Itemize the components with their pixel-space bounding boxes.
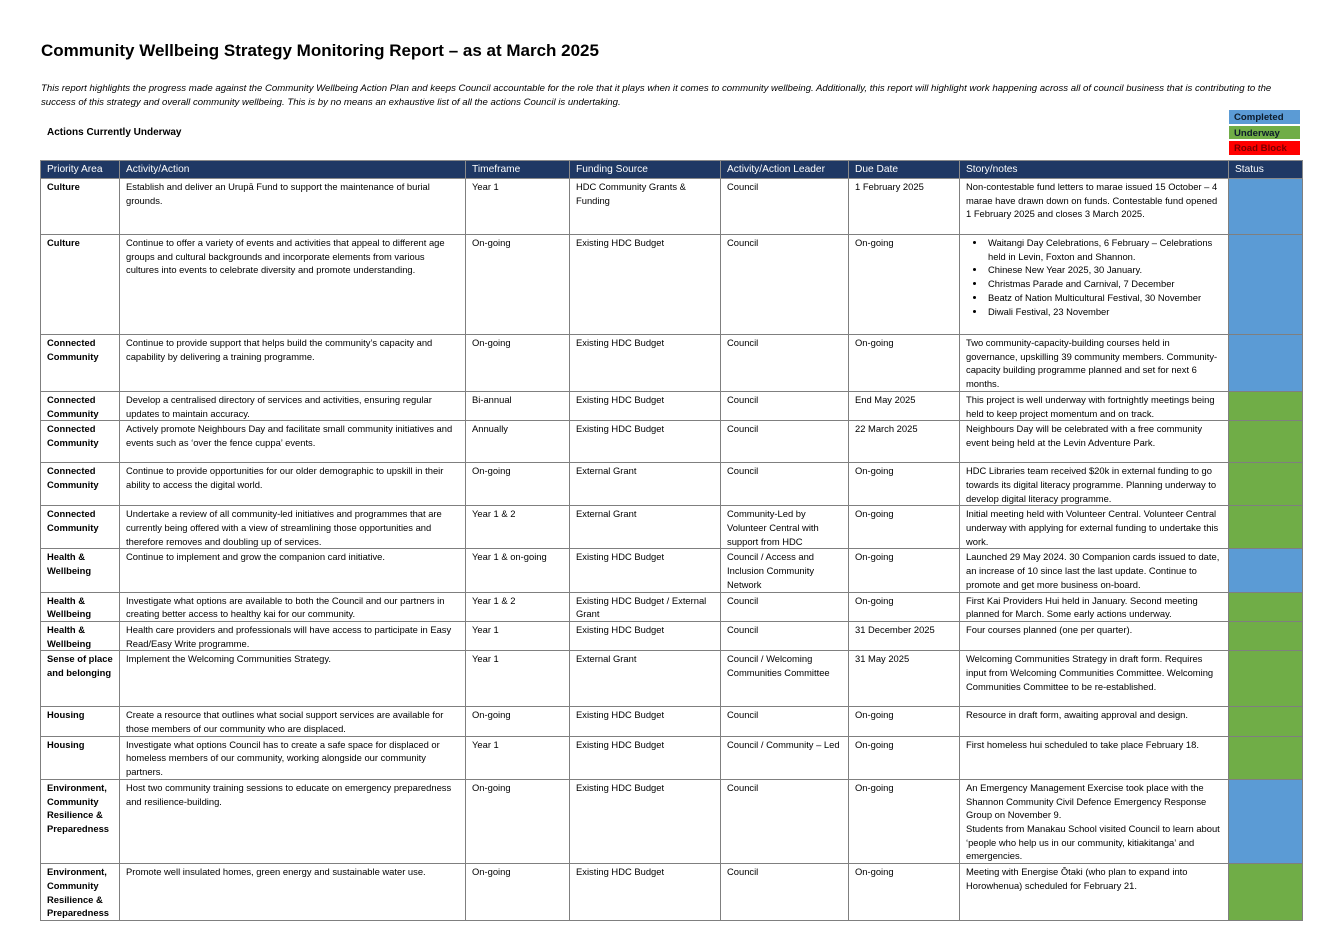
cell-story: First Kai Providers Hui held in January. Second meeting planned for March. Some early actions underway. — [960, 592, 1229, 621]
cell-funding: Existing HDC Budget — [570, 421, 721, 463]
cell-activity: Promote well insulated homes, green energy and sustainable water use. — [120, 864, 466, 921]
cell-leader: Council — [721, 421, 849, 463]
cell-due-date: On-going — [849, 864, 960, 921]
status-cell-completed — [1229, 235, 1303, 335]
table-row — [41, 651, 1303, 707]
cell-leader: Council — [721, 864, 849, 921]
cell-activity: Implement the Welcoming Communities Strategy. — [120, 651, 466, 707]
table-row — [41, 707, 1303, 736]
status-cell-underway — [1229, 391, 1303, 420]
cell-timeframe: On-going — [466, 235, 570, 335]
table-row — [41, 549, 1303, 592]
actions-table — [40, 160, 1303, 921]
cell-story — [960, 235, 1229, 335]
cell-priority-area: Culture — [41, 235, 120, 335]
story-bullet-item: • Christmas Parade and Carnival, 7 December — [986, 277, 1222, 291]
table-row — [41, 736, 1303, 779]
cell-activity: Host two community training sessions to educate on emergency preparedness and resilience-building. — [120, 779, 466, 863]
cell-funding: External Grant — [570, 651, 721, 707]
cell-leader: Council — [721, 391, 849, 420]
cell-priority-area: Connected Community — [41, 391, 120, 420]
cell-priority-area: Sense of place and belonging — [41, 651, 120, 707]
cell-leader: Council — [721, 335, 849, 392]
cell-timeframe: Year 1 & 2 — [466, 592, 570, 621]
cell-story: HDC Libraries team received $20k in external funding to go towards its digital literacy programme. Planning underway to develop digital literacy programme. — [960, 463, 1229, 506]
legend-underway: Underway — [1228, 125, 1301, 141]
cell-leader: Council — [721, 707, 849, 736]
cell-funding: External Grant — [570, 506, 721, 549]
status-legend — [1228, 109, 1301, 156]
cell-story: Two community-capacity-building courses held in governance, upskilling 39 community members. Community-capacity building programme planned and set for next 6 months. — [960, 335, 1229, 392]
report-title: Community Wellbeing Strategy Monitoring Report – as at March 2025 — [41, 41, 599, 60]
cell-due-date: 31 December 2025 — [849, 621, 960, 650]
section-heading: Actions Currently Underway — [47, 127, 182, 138]
col-header-story: Story/notes — [960, 161, 1229, 179]
cell-priority-area: Housing — [41, 736, 120, 779]
cell-funding: Existing HDC Budget — [570, 335, 721, 392]
table-row — [41, 235, 1303, 335]
cell-timeframe: Annually — [466, 421, 570, 463]
cell-activity: Establish and deliver an Urupā Fund to support the maintenance of burial grounds. — [120, 179, 466, 235]
cell-timeframe: Year 1 & 2 — [466, 506, 570, 549]
story-text: An Emergency Management Exercise took place with the Shannon Community Civil Defence Emergency Response Group on November 9. — [966, 781, 1207, 821]
cell-activity: Continue to provide opportunities for our older demographic to upskill in their ability to access the digital world. — [120, 463, 466, 506]
cell-funding: Existing HDC Budget — [570, 779, 721, 863]
cell-funding: Existing HDC Budget — [570, 391, 721, 420]
cell-story: Welcoming Communities Strategy in draft form. Requires input from Welcoming Communities Committee. Welcoming Communities Committee to be re-established. — [960, 651, 1229, 707]
cell-leader: Council / Access and Inclusion Community Network — [721, 549, 849, 592]
cell-priority-area: Housing — [41, 707, 120, 736]
cell-funding: Existing HDC Budget — [570, 864, 721, 921]
cell-funding: Existing HDC Budget / External Grant — [570, 592, 721, 621]
cell-activity: Create a resource that outlines what social support services are available for those members of our community who are displaced. — [120, 707, 466, 736]
table-row — [41, 463, 1303, 506]
cell-due-date: On-going — [849, 736, 960, 779]
status-cell-underway — [1229, 736, 1303, 779]
story-bullet-list — [966, 236, 1222, 318]
cell-activity: Undertake a review of all community-led initiatives and programmes that are currently being offered with a view of streamlining those opportunities and therefore removes and doubling up of services. — [120, 506, 466, 549]
story-bullet-item: • Waitangi Day Celebrations, 6 February – Celebrations held in Levin, Foxton and Shannon. — [986, 236, 1222, 263]
cell-activity: Investigate what options are available to both the Council and our partners in creating better access to healthy kai for our community. — [120, 592, 466, 621]
cell-timeframe: On-going — [466, 779, 570, 863]
table-row — [41, 779, 1303, 863]
cell-priority-area: Environment, Community Resilience & Preparedness — [41, 864, 120, 921]
status-cell-completed — [1229, 335, 1303, 392]
cell-funding: Existing HDC Budget — [570, 707, 721, 736]
cell-leader: Council / Community – Led — [721, 736, 849, 779]
cell-timeframe: Year 1 — [466, 621, 570, 650]
table-row — [41, 391, 1303, 420]
status-cell-underway — [1229, 421, 1303, 463]
status-cell-underway — [1229, 592, 1303, 621]
cell-due-date: On-going — [849, 463, 960, 506]
cell-due-date: On-going — [849, 549, 960, 592]
status-cell-underway — [1229, 651, 1303, 707]
status-cell-completed — [1229, 179, 1303, 235]
table-row — [41, 592, 1303, 621]
cell-story: This project is well underway with fortnightly meetings being held to keep project momentum and on track. — [960, 391, 1229, 420]
cell-timeframe: Year 1 & on-going — [466, 549, 570, 592]
cell-priority-area: Culture — [41, 179, 120, 235]
story-bullet-item: • Chinese New Year 2025, 30 January. — [986, 263, 1222, 277]
col-header-priority-area: Priority Area — [41, 161, 120, 179]
legend-completed: Completed — [1228, 109, 1301, 125]
cell-due-date: On-going — [849, 235, 960, 335]
table-row — [41, 864, 1303, 921]
table-row — [41, 179, 1303, 235]
cell-timeframe: Bi-annual — [466, 391, 570, 420]
cell-story: Neighbours Day will be celebrated with a free community event being held at the Levin Adventure Park. — [960, 421, 1229, 463]
cell-timeframe: On-going — [466, 864, 570, 921]
cell-funding: Existing HDC Budget — [570, 621, 721, 650]
cell-priority-area: Health & Wellbeing — [41, 592, 120, 621]
cell-priority-area: Connected Community — [41, 421, 120, 463]
col-header-funding: Funding Source — [570, 161, 721, 179]
status-cell-underway — [1229, 463, 1303, 506]
cell-timeframe: On-going — [466, 335, 570, 392]
cell-due-date: 1 February 2025 — [849, 179, 960, 235]
cell-due-date: End May 2025 — [849, 391, 960, 420]
cell-leader: Council — [721, 779, 849, 863]
cell-priority-area: Health & Wellbeing — [41, 621, 120, 650]
cell-priority-area: Connected Community — [41, 506, 120, 549]
status-cell-completed — [1229, 549, 1303, 592]
cell-activity: Investigate what options Council has to create a safe space for displaced or homeless members of our community, working alongside our community partners. — [120, 736, 466, 779]
status-cell-underway — [1229, 864, 1303, 921]
status-cell-underway — [1229, 621, 1303, 650]
cell-timeframe: Year 1 — [466, 736, 570, 779]
table-row — [41, 621, 1303, 650]
cell-leader: Council — [721, 463, 849, 506]
cell-activity: Continue to implement and grow the companion card initiative. — [120, 549, 466, 592]
cell-funding: HDC Community Grants & Funding — [570, 179, 721, 235]
col-header-status: Status — [1229, 161, 1303, 179]
table-row — [41, 335, 1303, 392]
cell-leader: Council — [721, 235, 849, 335]
cell-due-date: 22 March 2025 — [849, 421, 960, 463]
cell-priority-area: Connected Community — [41, 335, 120, 392]
cell-timeframe: Year 1 — [466, 179, 570, 235]
cell-due-date: On-going — [849, 506, 960, 549]
cell-priority-area: Connected Community — [41, 463, 120, 506]
status-cell-underway — [1229, 506, 1303, 549]
cell-leader: Council — [721, 179, 849, 235]
col-header-leader: Activity/Action Leader — [721, 161, 849, 179]
cell-activity: Continue to offer a variety of events and activities that appeal to different age groups and cultural backgrounds and incorporate elements from various cultures into events to celebrate diversity and promote understanding. — [120, 235, 466, 335]
story-text-extra: Students from Manakau School visited Council to learn about ‘people who help us in our community, kitiakitanga’ and emergencies. — [966, 822, 1220, 862]
cell-story: First homeless hui scheduled to take place February 18. — [960, 736, 1229, 779]
table-header-row — [41, 161, 1303, 179]
story-bullet-item: • Diwali Festival, 23 November — [986, 305, 1222, 319]
table-row — [41, 506, 1303, 549]
cell-timeframe: On-going — [466, 707, 570, 736]
cell-activity: Actively promote Neighbours Day and facilitate small community initiatives and events such as ‘over the fence cuppa’ events. — [120, 421, 466, 463]
legend-road-block: Road Block — [1228, 140, 1301, 156]
cell-leader: Council — [721, 592, 849, 621]
cell-due-date: 31 May 2025 — [849, 651, 960, 707]
cell-funding: Existing HDC Budget — [570, 736, 721, 779]
story-bullet-item: • Beatz of Nation Multicultural Festival, 30 November — [986, 291, 1222, 305]
cell-due-date: On-going — [849, 707, 960, 736]
cell-timeframe: Year 1 — [466, 651, 570, 707]
cell-due-date: On-going — [849, 335, 960, 392]
status-cell-completed — [1229, 779, 1303, 863]
cell-story: Resource in draft form, awaiting approval and design. — [960, 707, 1229, 736]
cell-story: Initial meeting held with Volunteer Central. Volunteer Central underway with applying for external funding to undertake this work. — [960, 506, 1229, 549]
cell-funding: Existing HDC Budget — [570, 235, 721, 335]
cell-story: Meeting with Energise Ōtaki (who plan to expand into Horowhenua) scheduled for February 21. — [960, 864, 1229, 921]
cell-priority-area: Environment, Community Resilience & Preparedness — [41, 779, 120, 863]
cell-leader: Community-Led by Volunteer Central with support from HDC — [721, 506, 849, 549]
cell-leader: Council — [721, 621, 849, 650]
cell-funding: External Grant — [570, 463, 721, 506]
cell-funding: Existing HDC Budget — [570, 549, 721, 592]
cell-activity: Develop a centralised directory of services and activities, ensuring regular updates to maintain accuracy. — [120, 391, 466, 420]
cell-story — [960, 779, 1229, 863]
cell-priority-area: Health & Wellbeing — [41, 549, 120, 592]
table-row — [41, 421, 1303, 463]
cell-due-date: On-going — [849, 592, 960, 621]
cell-story: Non-contestable fund letters to marae issued 15 October – 4 marae have drawn down on funds. Contestable fund opened 1 February 2025 and closes 3 March 2025. — [960, 179, 1229, 235]
cell-activity: Health care providers and professionals will have access to participate in Easy Read/Easy Write programme. — [120, 621, 466, 650]
cell-story: Four courses planned (one per quarter). — [960, 621, 1229, 650]
col-header-due-date: Due Date — [849, 161, 960, 179]
cell-activity: Continue to provide support that helps build the community’s capacity and capability by delivering a training programme. — [120, 335, 466, 392]
col-header-activity: Activity/Action — [120, 161, 466, 179]
status-cell-underway — [1229, 707, 1303, 736]
cell-timeframe: On-going — [466, 463, 570, 506]
cell-story: Launched 29 May 2024. 30 Companion cards issued to date, an increase of 10 since last the last update. Continue to promote and get more business on-board. — [960, 549, 1229, 592]
col-header-timeframe: Timeframe — [466, 161, 570, 179]
cell-leader: Council / Welcoming Communities Committee — [721, 651, 849, 707]
report-intro: This report highlights the progress made against the Community Wellbeing Action Plan and keeps Council accountable for the role that it plays when it comes to community wellbeing. Additionally, this report will highlight work happening across all of council business that is contributing to the success of this strategy and overall community wellbeing. This is by no means an exhaustive list of all the actions Council is undertaking. — [41, 83, 1272, 108]
cell-due-date: On-going — [849, 779, 960, 863]
